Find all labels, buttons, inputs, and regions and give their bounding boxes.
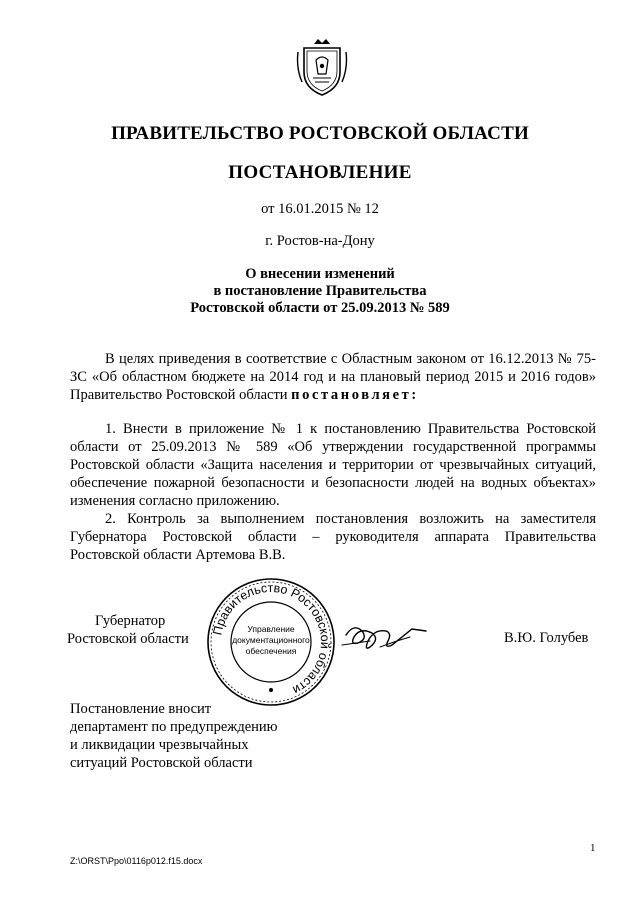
- preamble-paragraph: [70, 350, 596, 404]
- page-number: 1: [590, 842, 596, 854]
- seal-inner-text: обеспечения: [245, 646, 297, 656]
- city: г. Ростов-на-Дону: [265, 233, 375, 249]
- document-type: ПОСТАНОВЛЕНИЕ: [228, 162, 412, 183]
- official-seal: [205, 576, 337, 708]
- signer-name: В.Ю. Голубев: [504, 630, 589, 646]
- decree-items: [70, 420, 596, 564]
- government-heading: ПРАВИТЕЛЬСТВО РОСТОВСКОЙ ОБЛАСТИ: [111, 123, 529, 144]
- date-number: от 16.01.2015 № 12: [261, 201, 379, 217]
- submitted-by-line: ситуаций Ростовской области: [70, 755, 253, 771]
- signer-title-line: Ростовской области: [67, 631, 189, 647]
- signer-title-line: Губернатор: [95, 613, 166, 629]
- subject-line: в постановление Правительства: [213, 283, 427, 299]
- seal-inner-text: Управление: [247, 624, 295, 634]
- preamble-text: В целях приведения в соответствие с Областным законом от 16.12.2013 № 75-ЗС «Об областном бюджете на 2014 год и на плановый период 2015 и 2016 годов» Правительство Ростовской области: [70, 351, 596, 403]
- subject-line: Ростовской области от 25.09.2013 № 589: [190, 300, 450, 316]
- seal-inner-text: документационного: [232, 635, 310, 645]
- subject-line: О внесении изменений: [245, 266, 395, 282]
- submitted-by-line: департамент по предупреждению: [70, 719, 278, 735]
- submitted-by-line: Постановление вносит: [70, 701, 212, 717]
- item-1: 1. Внести в приложение № 1 к постановлению Правительства Ростовской области от 25.09.2013 № 589 «Об утверждении государственной программы Ростовской области «Защита населения и территории от чрезвычайных ситуаций, обеспечение пожарной безопасности и безопасности людей на водных объектах» изменения согласно приложению.: [70, 421, 596, 509]
- seal-outer-text: Правительство Ростовской области: [210, 580, 333, 698]
- decides-word: постановляет:: [291, 387, 419, 403]
- subject: [0, 266, 640, 317]
- handwritten-signature: [340, 617, 430, 657]
- submitted-by-line: и ликвидации чрезвычайных: [70, 737, 249, 753]
- file-path: Z:\ORST\Ppo\0116p012.f15.docx: [70, 856, 203, 866]
- item-2: 2. Контроль за выполнением постановления возложить на заместителя Губернатора Ростовской области – руководителя аппарата Правительства Ростовской области Артемова В.В.: [70, 511, 596, 563]
- coat-of-arms-icon: [296, 38, 348, 98]
- signer-title: [67, 612, 189, 648]
- submitted-by: [70, 700, 278, 772]
